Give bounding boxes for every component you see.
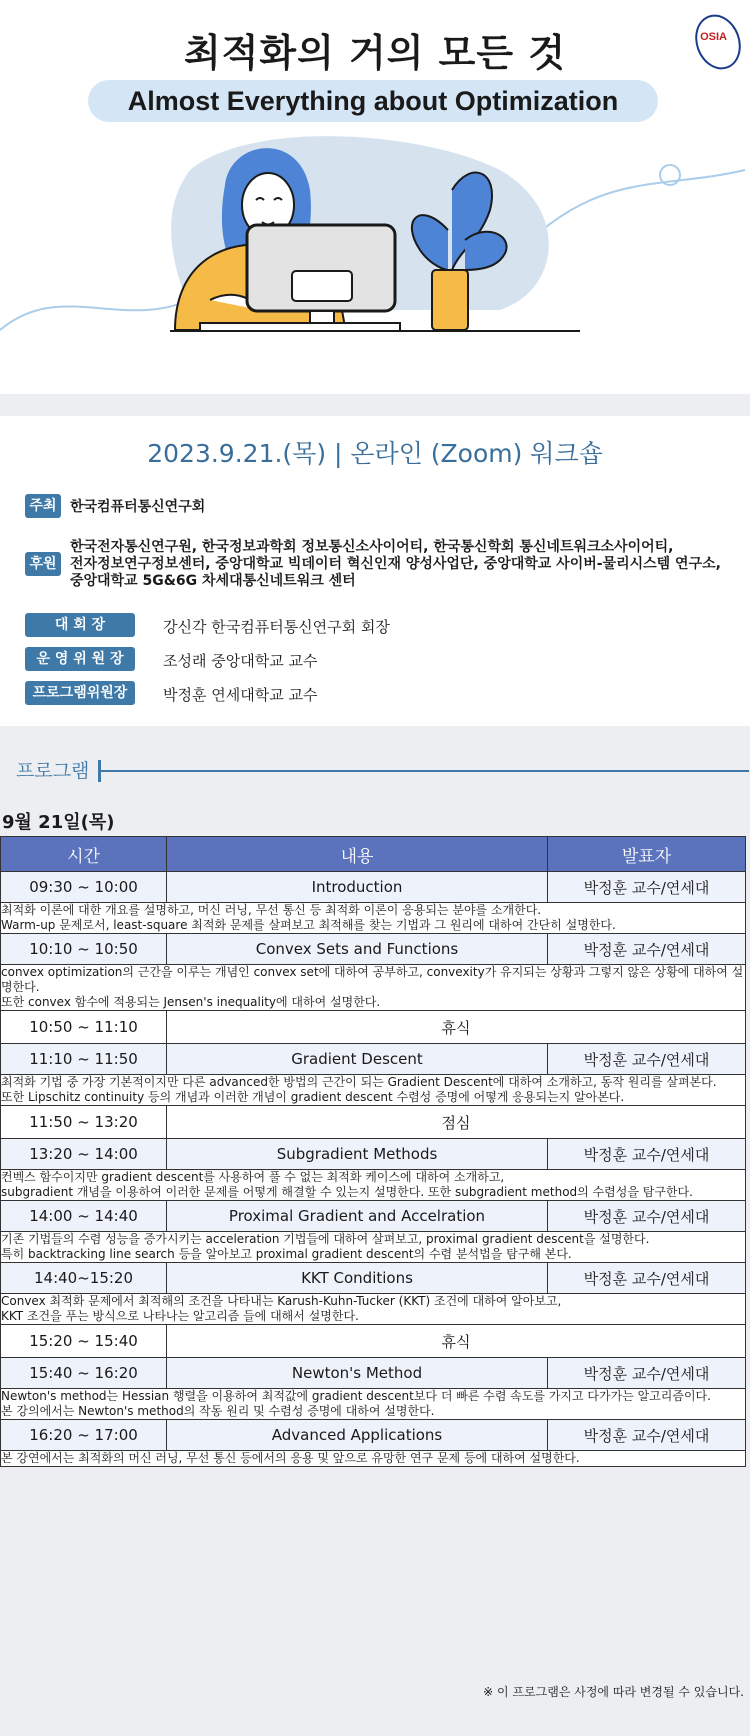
page-subtitle: Almost Everything about Optimization	[88, 80, 658, 122]
session-description-row	[1, 1232, 746, 1263]
host-label: 주최	[25, 494, 61, 518]
session-description-row	[1, 1389, 746, 1420]
session-time: 14:00 ~ 14:40	[1, 1201, 167, 1232]
session-description	[1, 1232, 746, 1263]
description-line: Newton's method는 Hessian 행렬을 이용하여 최적값에 gradient descent보다 더 빠른 수렴 속도를 가지고 다가가는 알고리즘이다.	[1, 1389, 711, 1403]
session-row	[1, 1044, 746, 1075]
role-label: 운 영 위 원 장	[25, 647, 135, 671]
session-speaker: 박정훈 교수/연세대	[548, 872, 746, 903]
host-value: 한국컴퓨터통신연구회	[70, 499, 206, 515]
event-info-panel	[0, 416, 750, 726]
session-time: 10:10 ~ 10:50	[1, 934, 167, 965]
session-description	[1, 1075, 746, 1106]
woman-at-computer-illustration	[0, 130, 750, 370]
description-line: 컨벡스 함수이지만 gradient descent를 사용하여 풀 수 없는 최적화 케이스에 대하여 소개하고,	[1, 1170, 505, 1184]
session-row	[1, 1358, 746, 1389]
column-header-speaker: 발표자	[548, 837, 746, 872]
role-label: 대 회 장	[25, 613, 135, 637]
session-description-row	[1, 1294, 746, 1325]
break-label: 휴식	[167, 1011, 746, 1044]
day-title: 9월 21일(목)	[2, 812, 115, 833]
session-speaker: 박정훈 교수/연세대	[548, 1358, 746, 1389]
description-line: 최적화 이론에 대한 개요를 설명하고, 머신 러닝, 무선 통신 등 최적화 이론이 응용되는 분야를 소개한다.	[1, 903, 542, 917]
program-heading: 프로그램	[16, 760, 90, 782]
session-row	[1, 872, 746, 903]
session-speaker: 박정훈 교수/연세대	[548, 1263, 746, 1294]
description-line: Warm-up 문제로서, least-square 최적화 문제를 살펴보고 최적해를 찾는 기법과 그 원리에 대하여 간단히 설명한다.	[1, 918, 616, 932]
session-time: 13:20 ~ 14:00	[1, 1139, 167, 1170]
session-speaker: 박정훈 교수/연세대	[548, 934, 746, 965]
table-header-row	[1, 837, 746, 872]
sponsor-label: 후원	[25, 552, 61, 576]
session-time: 09:30 ~ 10:00	[1, 872, 167, 903]
session-row	[1, 1263, 746, 1294]
session-row	[1, 1420, 746, 1451]
session-description	[1, 1389, 746, 1420]
event-date-line: 2023.9.21.(목) | 온라인 (Zoom) 워크숍	[147, 439, 603, 468]
session-description	[1, 1170, 746, 1201]
description-line: 최적화 기법 중 가장 기본적이지만 다른 advanced한 방법의 근간이 되는 Gradient Descent에 대하여 소개하고, 동작 원리를 살펴본다.	[1, 1075, 717, 1089]
sponsor-line: 중앙대학교 5G&6G 차세대통신네트워크 센터	[70, 573, 356, 589]
description-line: convex optimization의 근간을 이루는 개념인 convex set에 대하여 공부하고, convexity가 유지되는 상황과 그렇지 않은 상황에 대하여 설명한다.	[1, 965, 744, 994]
session-time: 11:10 ~ 11:50	[1, 1044, 167, 1075]
session-row	[1, 1201, 746, 1232]
break-label: 점심	[167, 1106, 746, 1139]
session-title: Proximal Gradient and Accelration	[167, 1201, 548, 1232]
column-header-time: 시간	[1, 837, 167, 872]
session-title: Introduction	[167, 872, 548, 903]
schedule-table	[0, 836, 746, 1467]
description-line: Convex 최적화 문제에서 최적해의 조건을 나타내는 Karush-Kuhn-Tucker (KKT) 조건에 대하여 알아보고,	[1, 1294, 562, 1308]
session-description-row	[1, 1075, 746, 1106]
break-label: 휴식	[167, 1325, 746, 1358]
osia-logo: OSIA	[688, 8, 748, 76]
description-line: 기존 기법들의 수렴 성능을 증가시키는 acceleration 기법들에 대하여 살펴보고, proximal gradient descent을 설명한다.	[1, 1232, 650, 1246]
role-label: 프로그램위원장	[25, 681, 135, 705]
session-description	[1, 903, 746, 934]
session-speaker: 박정훈 교수/연세대	[548, 1420, 746, 1451]
session-title: Advanced Applications	[167, 1420, 548, 1451]
session-speaker: 박정훈 교수/연세대	[548, 1139, 746, 1170]
session-time: 15:20 ~ 15:40	[1, 1325, 167, 1358]
description-line: 또한 Lipschitz continuity 등의 개념과 이러한 개념이 gradient descent 수렴성 증명에 어떻게 응용되는지 알아본다.	[1, 1090, 625, 1104]
session-time: 10:50 ~ 11:10	[1, 1011, 167, 1044]
session-description-row	[1, 1451, 746, 1467]
sponsor-line: 한국전자통신연구원, 한국정보과학회 정보통신소사이어티, 한국통신학회 통신네트워크소사이어티,	[70, 539, 674, 555]
session-row	[1, 1139, 746, 1170]
session-time: 16:20 ~ 17:00	[1, 1420, 167, 1451]
session-description	[1, 1451, 746, 1467]
session-description-row	[1, 1170, 746, 1201]
session-row	[1, 934, 746, 965]
description-line: 또한 convex 함수에 적용되는 Jensen's inequality에 대하여 설명한다.	[1, 995, 381, 1009]
column-header-content: 내용	[167, 837, 548, 872]
description-line: subgradient 개념을 이용하여 이러한 문제를 어떻게 해결할 수 있는지 설명한다. 또한 subgradient method의 수렴성을 탐구한다.	[1, 1185, 693, 1199]
description-line: 본 강연에서는 최적화의 머신 러닝, 무선 통신 등에서의 응용 및 앞으로 유망한 연구 문제 등에 대하여 설명한다.	[1, 1451, 580, 1465]
session-description-row	[1, 903, 746, 934]
footnote: ※ 이 프로그램은 사정에 따라 변경될 수 있습니다.	[483, 1685, 744, 1699]
session-speaker: 박정훈 교수/연세대	[548, 1201, 746, 1232]
description-line: KKT 조건을 푸는 방식으로 나타나는 알고리즘 들에 대해서 설명한다.	[1, 1309, 359, 1323]
description-line: 특히 backtracking line search 등을 알아보고 proximal gradient descent의 수렴 분석법을 탐구해 본다.	[1, 1247, 572, 1261]
role-value: 강신각 한국컴퓨터통신연구회 회장	[163, 618, 390, 636]
role-value: 박정훈 연세대학교 교수	[163, 686, 318, 704]
session-time: 11:50 ~ 13:20	[1, 1106, 167, 1139]
heading-divider-line	[99, 770, 749, 772]
session-description	[1, 965, 746, 1011]
session-title: Subgradient Methods	[167, 1139, 548, 1170]
session-time: 14:40~15:20	[1, 1263, 167, 1294]
hero-banner	[0, 0, 750, 394]
session-title: Gradient Descent	[167, 1044, 548, 1075]
session-description-row	[1, 965, 746, 1011]
session-title: Newton's Method	[167, 1358, 548, 1389]
role-value: 조성래 중앙대학교 교수	[163, 652, 318, 670]
session-title: Convex Sets and Functions	[167, 934, 548, 965]
session-speaker: 박정훈 교수/연세대	[548, 1044, 746, 1075]
break-row	[1, 1011, 746, 1044]
sponsor-line: 전자정보연구정보센터, 중앙대학교 빅데이터 혁신인재 양성사업단, 중앙대학교 사이버-물리시스템 연구소,	[70, 556, 721, 572]
page-title: 최적화의 거의 모든 것	[183, 31, 567, 75]
description-line: 본 강의에서는 Newton's method의 작동 원리 및 수렴성 증명에 대하여 설명한다.	[1, 1404, 435, 1418]
session-time: 15:40 ~ 16:20	[1, 1358, 167, 1389]
break-row	[1, 1325, 746, 1358]
break-row	[1, 1106, 746, 1139]
session-title: KKT Conditions	[167, 1263, 548, 1294]
session-description	[1, 1294, 746, 1325]
